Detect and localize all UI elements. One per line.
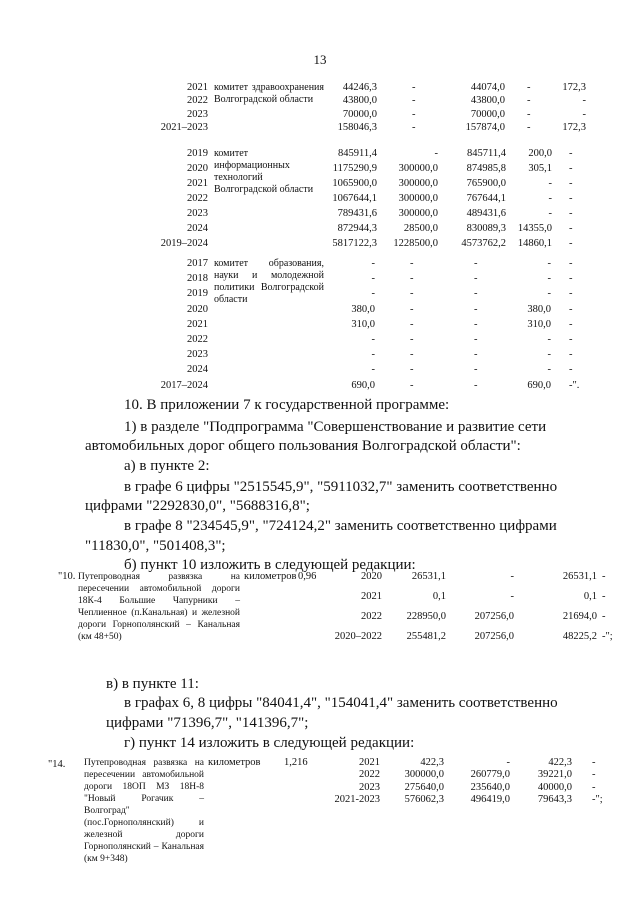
federal-cell: - (510, 591, 514, 602)
page-number: 13 (313, 52, 327, 67)
total-cell: - (371, 349, 375, 361)
quantity-value: 1,216 (284, 757, 308, 768)
federal-cell: 496419,0 (470, 793, 510, 805)
federal-cell: 207256,0 (474, 631, 514, 642)
local-cell: - (527, 82, 531, 93)
federal-cell: - (410, 349, 414, 361)
total-cell: 1065900,0 (332, 178, 377, 189)
year-cell: 2021-2023 (334, 793, 380, 805)
paragraph-line: а) в пункте 2: (124, 458, 210, 474)
unit-label: километров (244, 571, 297, 582)
federal-cell: - (434, 148, 438, 159)
federal-cell: - (412, 121, 416, 133)
regional-cell: 40000,0 (537, 781, 572, 793)
quantity-value: 0,96 (298, 571, 317, 582)
total-cell: 275640,0 (404, 781, 444, 793)
total-cell: 845911,4 (338, 148, 377, 159)
local-cell: 690,0 (527, 379, 551, 391)
total-cell: 228950,0 (406, 611, 446, 622)
regional-cell: 44074,0 (470, 82, 505, 93)
federal-cell: 207256,0 (474, 611, 514, 622)
federal-cell: 300000,0 (398, 193, 438, 204)
total-cell: - (371, 364, 375, 376)
paragraph-line: 1) в разделе "Подпрограмма "Совершенствование и развитие сети (124, 419, 547, 435)
regional-cell: 43800,0 (470, 95, 505, 107)
year-cell: 2024 (187, 364, 208, 376)
local-cell: - (527, 95, 531, 107)
other-cell: - (569, 288, 573, 300)
paragraph-line: цифрами "71396,7", "141396,7"; (106, 715, 309, 731)
local-cell: - (548, 178, 552, 189)
local-cell: - (547, 334, 551, 345)
regional-cell: 765900,0 (466, 178, 506, 189)
year-cell: 2022 (361, 611, 382, 622)
federal-cell: - (410, 258, 414, 269)
year-cell: 2022 (187, 334, 208, 345)
year-cell: 2022 (187, 193, 208, 204)
regional-cell: 422,3 (548, 757, 572, 768)
federal-cell: 235640,0 (470, 781, 510, 793)
local-cell: - (547, 364, 551, 376)
federal-cell: - (506, 757, 510, 768)
other-cell: - (569, 163, 573, 174)
year-cell: 2020 (361, 571, 382, 582)
federal-cell: - (410, 364, 414, 376)
local-cell: 200,0 (528, 148, 552, 159)
paragraph-line: 10. В приложении 7 к государственной программе: (124, 397, 450, 413)
regional-cell: 4573762,2 (461, 238, 506, 249)
other-cell: - (569, 258, 573, 269)
other-cell: - (569, 193, 573, 204)
paragraph-line: г) пункт 14 изложить в следующей редакции: (124, 735, 415, 751)
total-cell: 255481,2 (406, 631, 446, 642)
year-cell: 2021 (187, 318, 208, 330)
other-cell: - (602, 571, 606, 582)
year-cell: 2020 (187, 163, 208, 174)
other-cell: - (569, 334, 573, 345)
paragraph-line: "11830,0", "501408,3"; (85, 538, 226, 554)
total-cell: 690,0 (351, 379, 375, 391)
item-description: Путепроводная развязка на пересечении автомобильной дороги 18ОП МЗ 18Н-8 "Новый Рогачик – Волгоград" (пос.Горнополянский) и железной дороги Горнополянский – Канальная (км 9+348) (84, 758, 204, 864)
regional-cell: 21694,0 (562, 611, 597, 622)
federal-cell: 260779,0 (470, 769, 510, 781)
local-cell: - (548, 193, 552, 204)
local-cell: - (527, 108, 531, 120)
paragraph-line: цифрами "2292830,0", "5688316,8"; (85, 498, 310, 514)
federal-cell: - (412, 95, 416, 107)
year-cell: 2017 (187, 258, 208, 269)
total-cell: 789431,6 (337, 208, 377, 219)
other-cell: - (592, 757, 596, 768)
federal-cell: - (410, 379, 414, 391)
federal-cell: - (412, 108, 416, 120)
local-cell: 14355,0 (517, 223, 552, 234)
total-cell: 26531,1 (411, 571, 446, 582)
regional-cell: 39221,0 (537, 769, 572, 781)
regional-cell: 767644,1 (466, 193, 506, 204)
federal-cell: 300000,0 (398, 208, 438, 219)
regional-cell: 48225,2 (562, 631, 597, 642)
year-cell: 2018 (187, 273, 208, 285)
local-cell: - (547, 273, 551, 285)
total-cell: 43800,0 (342, 95, 377, 107)
total-cell: - (371, 273, 375, 285)
federal-cell: - (410, 334, 414, 345)
regional-cell: - (474, 288, 478, 300)
total-cell: 158046,3 (337, 121, 377, 133)
local-cell: - (547, 258, 551, 269)
local-cell: - (547, 349, 551, 361)
other-cell: - (602, 591, 606, 602)
federal-cell: - (412, 82, 416, 93)
total-cell: 380,0 (351, 303, 375, 315)
year-cell: 2021 (359, 757, 380, 768)
total-cell: 0,1 (432, 591, 446, 602)
total-cell: 1067644,1 (332, 193, 377, 204)
total-cell: 70000,0 (342, 108, 377, 120)
regional-cell: 0,1 (583, 591, 597, 602)
other-cell: -"; (602, 631, 613, 642)
regional-cell: 157874,0 (465, 121, 505, 133)
total-cell: 44246,3 (342, 82, 377, 93)
other-cell: - (569, 148, 573, 159)
year-cell: 2022 (187, 95, 208, 107)
other-cell: - (569, 349, 573, 361)
regional-cell: 830089,3 (466, 223, 506, 234)
federal-cell: - (410, 288, 414, 300)
other-cell: - (582, 95, 586, 107)
regional-cell: - (474, 334, 478, 345)
item-number: "14. (48, 759, 66, 770)
item-number: "10. (58, 571, 76, 582)
other-cell: 172,3 (562, 82, 586, 93)
local-cell: - (547, 288, 551, 300)
regional-cell: - (474, 379, 478, 391)
regional-cell: - (474, 364, 478, 376)
year-cell: 2021–2023 (160, 121, 208, 133)
regional-cell: - (474, 318, 478, 330)
year-cell: 2023 (187, 349, 208, 361)
total-cell: - (371, 288, 375, 300)
year-cell: 2019–2024 (160, 238, 208, 249)
unit-label: километров (208, 757, 261, 768)
federal-cell: - (510, 571, 514, 582)
local-cell: 14860,1 (517, 238, 552, 249)
other-cell: 172,3 (562, 121, 586, 133)
year-cell: 2019 (187, 148, 208, 159)
federal-cell: 300000,0 (398, 163, 438, 174)
other-cell: - (582, 108, 586, 120)
year-cell: 2021 (361, 591, 382, 602)
local-cell: 305,1 (528, 163, 552, 174)
regional-cell: 79643,3 (537, 793, 572, 805)
other-cell: - (569, 318, 573, 330)
federal-cell: 300000,0 (398, 178, 438, 189)
federal-cell: 1228500,0 (393, 238, 438, 249)
other-cell: - (569, 178, 573, 189)
regional-cell: 70000,0 (470, 108, 505, 120)
total-cell: 422,3 (420, 757, 444, 768)
regional-cell: - (474, 258, 478, 269)
total-cell: 1175290,9 (332, 163, 377, 174)
year-cell: 2021 (187, 82, 208, 93)
paragraph-line: в графах 6, 8 цифры "84041,4", "154041,4" заменить соответственно (124, 695, 558, 711)
total-cell: 872944,3 (337, 223, 377, 234)
federal-cell: 28500,0 (403, 223, 438, 234)
total-cell: - (371, 258, 375, 269)
other-cell: -"; (592, 793, 603, 805)
other-cell: - (569, 238, 573, 249)
year-cell: 2019 (187, 288, 208, 300)
other-cell: - (592, 769, 596, 781)
total-cell: 5817122,3 (332, 238, 377, 249)
agency-name: комитет информационных технологий Волгоградской области (214, 148, 314, 195)
regional-cell: - (474, 349, 478, 361)
other-cell: - (569, 273, 573, 285)
year-cell: 2020–2022 (334, 631, 382, 642)
local-cell: - (548, 208, 552, 219)
item-description: Путепроводная развязка на пересечении автомобильной дороги 18К-4 Большие Чапурники – Чеплиенное (п.Канальная) и железной дороги Горнополянский – Канальная (км 48+50) (78, 572, 240, 642)
paragraph-line: автомобильных дорог общего пользования Волгоградской области": (85, 438, 521, 454)
regional-cell: 26531,1 (562, 571, 597, 582)
federal-cell: - (410, 303, 414, 315)
regional-cell: 845711,4 (467, 148, 506, 159)
other-cell: - (569, 208, 573, 219)
year-cell: 2023 (359, 781, 380, 793)
local-cell: 310,0 (527, 318, 551, 330)
total-cell: 576062,3 (404, 793, 444, 805)
year-cell: 2020 (187, 303, 208, 315)
other-cell: -". (569, 379, 580, 391)
total-cell: 300000,0 (404, 769, 444, 781)
paragraph-line: в графе 8 "234545,9", "724124,2" заменить соответственно цифрами (124, 518, 557, 534)
agency-name: комитет образования, науки и молодежной политики Волгоградской области (214, 258, 324, 305)
year-cell: 2023 (187, 208, 208, 219)
regional-cell: 874985,8 (466, 163, 506, 174)
other-cell: - (569, 364, 573, 376)
federal-cell: - (410, 273, 414, 285)
local-cell: 380,0 (527, 303, 551, 315)
federal-cell: - (410, 318, 414, 330)
paragraph-line: в) в пункте 11: (106, 676, 199, 692)
local-cell: - (527, 121, 531, 133)
total-cell: - (371, 334, 375, 345)
year-cell: 2024 (187, 223, 208, 234)
other-cell: - (602, 611, 606, 622)
paragraph-line: б) пункт 10 изложить в следующей редакции: (124, 557, 416, 573)
year-cell: 2021 (187, 178, 208, 189)
other-cell: - (569, 223, 573, 234)
year-cell: 2017–2024 (160, 379, 208, 391)
total-cell: 310,0 (351, 318, 375, 330)
paragraph-line: в графе 6 цифры "2515545,9", "5911032,7" заменить соответственно (124, 479, 558, 495)
regional-cell: - (474, 303, 478, 315)
year-cell: 2022 (359, 769, 380, 781)
other-cell: - (592, 781, 596, 793)
regional-cell: - (474, 273, 478, 285)
regional-cell: 489431,6 (466, 208, 506, 219)
other-cell: - (569, 303, 573, 315)
year-cell: 2023 (187, 108, 208, 120)
agency-name: комитет здравоохранения Волгоградской области (214, 82, 324, 105)
